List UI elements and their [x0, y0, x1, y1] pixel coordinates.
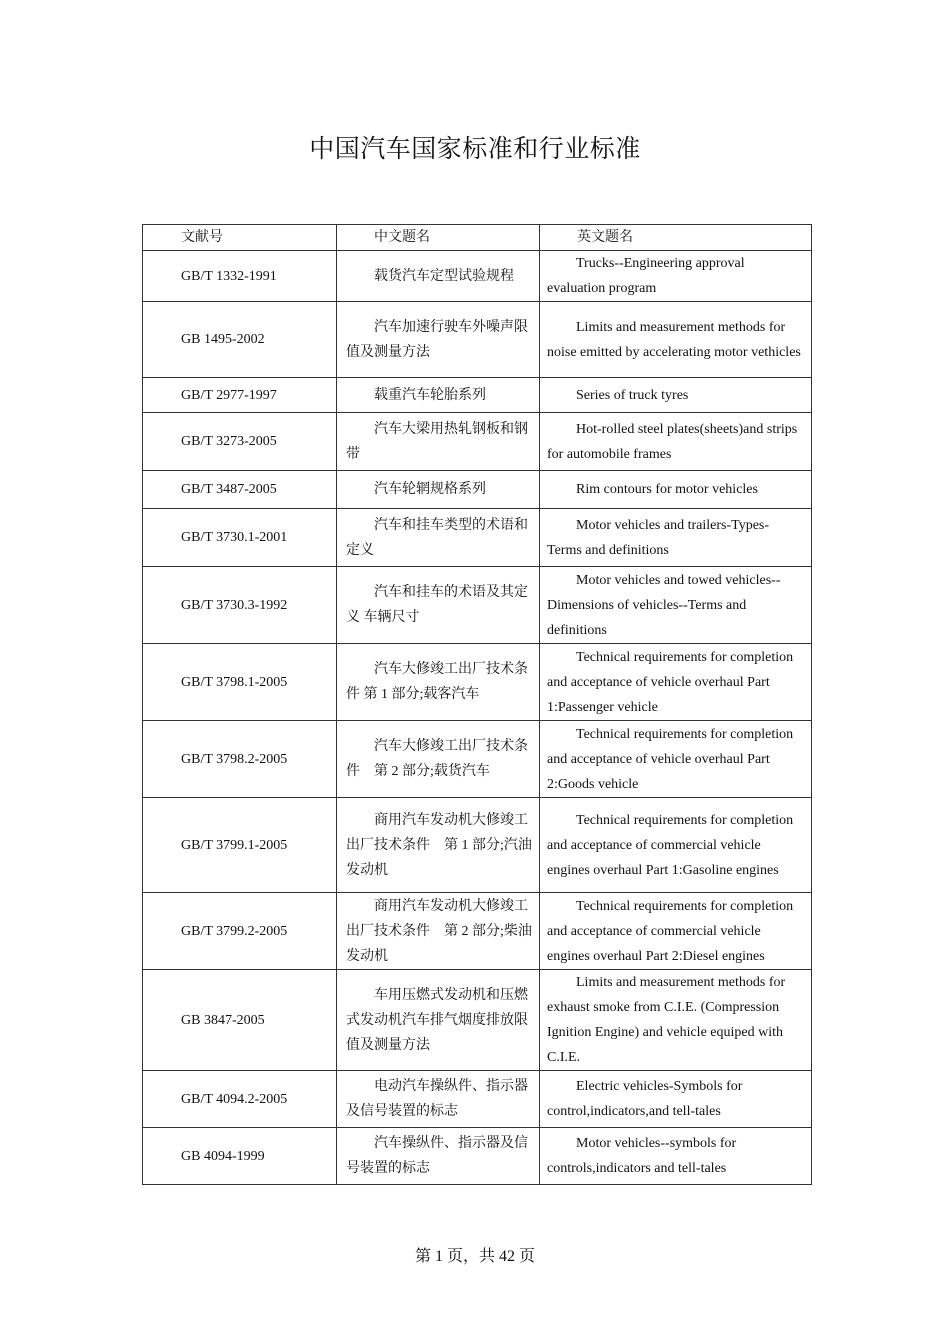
cell-chinese-title: 汽车大梁用热轧钢板和钢带 [337, 413, 540, 471]
cell-chinese-title: 汽车和挂车的术语及其定义 车辆尺寸 [337, 567, 540, 644]
cell-english-title: Series of truck tyres [540, 378, 812, 413]
cell-code: GB/T 3487-2005 [143, 471, 337, 509]
cell-chinese-title: 电动汽车操纵件、指示器及信号装置的标志 [337, 1071, 540, 1128]
cell-code: GB/T 3730.3-1992 [143, 567, 337, 644]
table-row [143, 1128, 812, 1185]
cell-english-title: Rim contours for motor vehicles [540, 471, 812, 509]
cell-code: GB 1495-2002 [143, 302, 337, 378]
cell-code: GB 4094-1999 [143, 1128, 337, 1185]
cell-english-title: Technical requirements for completion and acceptance of vehicle overhaul Part 1:Passenger vehicle [540, 644, 812, 721]
cell-chinese-title: 汽车加速行驶车外噪声限值及测量方法 [337, 302, 540, 378]
cell-chinese-title: 汽车大修竣工出厂技术条件 第 1 部分;载客汽车 [337, 644, 540, 721]
table-row [143, 471, 812, 509]
cell-chinese-title: 汽车大修竣工出厂技术条件 第 2 部分;载货汽车 [337, 721, 540, 798]
cell-code: GB/T 2977-1997 [143, 378, 337, 413]
cell-code: GB 3847-2005 [143, 970, 337, 1071]
cell-code: GB/T 3798.1-2005 [143, 644, 337, 721]
table-row [143, 413, 812, 471]
cell-english-title: Technical requirements for completion and acceptance of vehicle overhaul Part 2:Goods vehicle [540, 721, 812, 798]
cell-english-title: Motor vehicles and towed vehicles--Dimensions of vehicles--Terms and definitions [540, 567, 812, 644]
cell-english-title: Limits and measurement methods for noise emitted by accelerating motor vethicles [540, 302, 812, 378]
page-footer: 第 1 页，共 42 页 [414, 1248, 535, 1265]
table-row [143, 378, 812, 413]
standards-table [142, 224, 812, 1185]
cell-chinese-title: 商用汽车发动机大修竣工出厂技术条件 第 2 部分;柴油发动机 [337, 893, 540, 970]
table-row [143, 970, 812, 1071]
table-row [143, 798, 812, 893]
table-row [143, 302, 812, 378]
cell-code: GB/T 3273-2005 [143, 413, 337, 471]
cell-chinese-title: 载货汽车定型试验规程 [337, 251, 540, 302]
table-header-row [143, 225, 812, 251]
cell-code: GB/T 4094.2-2005 [143, 1071, 337, 1128]
cell-chinese-title: 车用压燃式发动机和压燃式发动机汽车排气烟度排放限值及测量方法 [337, 970, 540, 1071]
cell-chinese-title: 汽车轮辋规格系列 [337, 471, 540, 509]
cell-code: GB/T 3799.1-2005 [143, 798, 337, 893]
table-row [143, 251, 812, 302]
document-title: 中国汽车国家标准和行业标准 [309, 136, 641, 163]
cell-english-title: Electric vehicles-Symbols for control,indicators,and tell-tales [540, 1071, 812, 1128]
cell-chinese-title: 商用汽车发动机大修竣工出厂技术条件 第 1 部分;汽油发动机 [337, 798, 540, 893]
table-row [143, 893, 812, 970]
table-row [143, 721, 812, 798]
cell-english-title: Technical requirements for completion and acceptance of commercial vehicle engines overhaul Part 1:Gasoline engines [540, 798, 812, 893]
cell-english-title: Motor vehicles--symbols for controls,indicators and tell-tales [540, 1128, 812, 1185]
table-row [143, 567, 812, 644]
header-code: 文献号 [143, 225, 337, 251]
header-chinese-title: 中文题名 [337, 225, 540, 251]
cell-english-title: Technical requirements for completion and acceptance of commercial vehicle engines overhaul Part 2:Diesel engines [540, 893, 812, 970]
cell-english-title: Trucks--Engineering approval evaluation program [540, 251, 812, 302]
cell-code: GB/T 3798.2-2005 [143, 721, 337, 798]
header-english-title: 英文题名 [540, 225, 812, 251]
cell-chinese-title: 汽车操纵件、指示器及信号装置的标志 [337, 1128, 540, 1185]
cell-code: GB/T 3730.1-2001 [143, 509, 337, 567]
cell-code: GB/T 3799.2-2005 [143, 893, 337, 970]
table-row [143, 644, 812, 721]
cell-chinese-title: 载重汽车轮胎系列 [337, 378, 540, 413]
table-row [143, 509, 812, 567]
cell-english-title: Hot-rolled steel plates(sheets)and strips for automobile frames [540, 413, 812, 471]
cell-code: GB/T 1332-1991 [143, 251, 337, 302]
cell-chinese-title: 汽车和挂车类型的术语和定义 [337, 509, 540, 567]
cell-english-title: Motor vehicles and trailers-Types-Terms and definitions [540, 509, 812, 567]
table-row [143, 1071, 812, 1128]
cell-english-title: Limits and measurement methods for exhaust smoke from C.I.E. (Compression Ignition Engine) and vehicle equiped with C.I.E. [540, 970, 812, 1071]
